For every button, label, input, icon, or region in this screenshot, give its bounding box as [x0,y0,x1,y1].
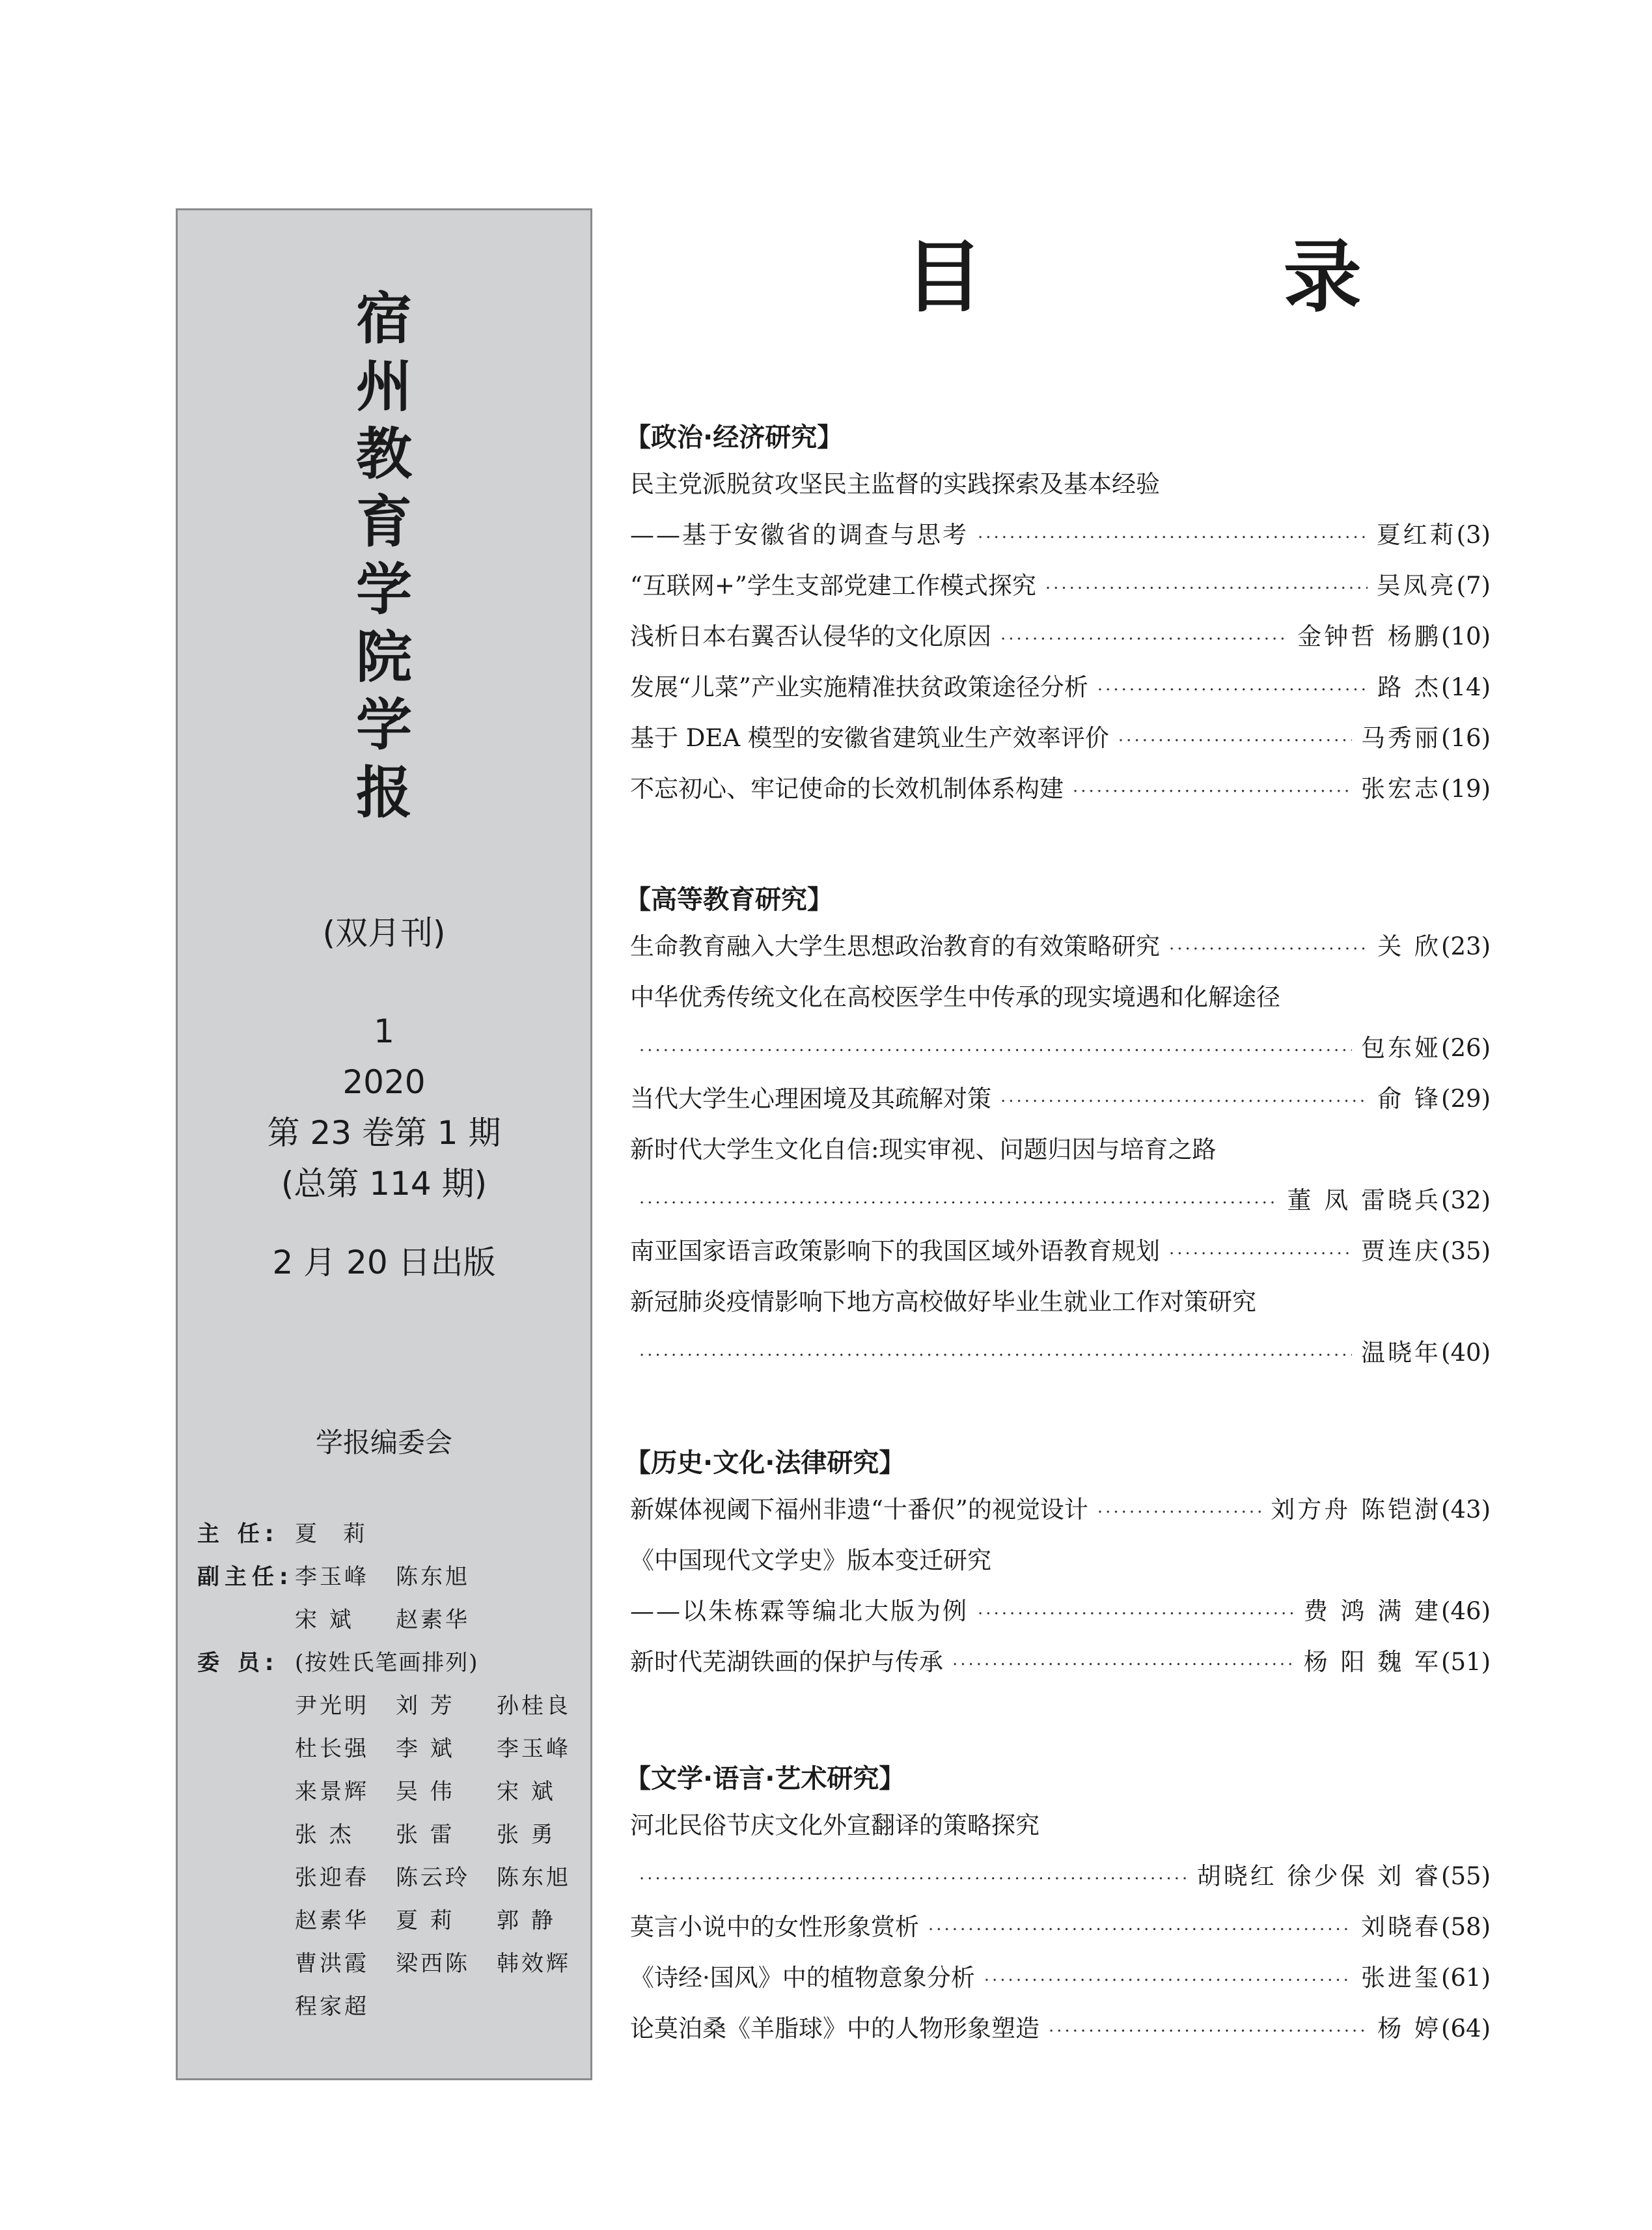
toc-entry-page: (10) [1441,622,1491,650]
board-member-name: 张迎春 [295,1865,369,1891]
board-member-name: 曹洪霞 [295,1951,369,1977]
board-member-name: 梁西陈 [396,1951,470,1977]
board-member-name: 李 斌 [396,1736,455,1762]
toc-entry-author: 费 鸿 满 建 [1303,1597,1442,1625]
publication-date: 2 月 20 日出版 [272,1244,496,1281]
members-row [295,1813,598,1856]
toc-entry-title: 南亚国家语言政策影响下的我国区域外语教育规划 [630,1237,1160,1265]
journal-info-panel [176,208,592,2080]
toc-entry [630,1333,1491,1373]
toc-entry-title: 浅析日本右翼否认侵华的文化原因 [630,622,991,650]
toc-entry-title: 基于 DEA 模型的安徽省建筑业生产效率评价 [630,724,1109,752]
toc-entry-page: (32) [1441,1186,1491,1214]
toc-entry-page: (64) [1441,2014,1491,2042]
toc-entry-title: 论莫泊桑《羊脂球》中的人物形象塑造 [630,2014,1039,2042]
toc-section-title: 【高等教育研究】 [625,885,833,915]
toc-entry [630,617,1491,656]
leader-dots [1049,2012,1368,2051]
journal-title-char: 学 [356,693,412,758]
leader-dots [639,1184,1278,1223]
toc-entry-page: (61) [1441,1964,1491,1992]
toc-entry-page: (3) [1456,521,1491,549]
toc-entry [630,668,1491,707]
toc-entry-title: ——基于安徽省的调查与思考 [630,521,969,549]
toc-entry [630,770,1491,809]
toc-entry-page: (16) [1441,724,1491,752]
editorial-board-title: 学报编委会 [315,1427,452,1458]
toc-entry [630,1029,1491,1068]
toc-entry [630,1958,1491,1998]
members-row [295,1985,396,2028]
board-member-name: 陈云玲 [396,1865,470,1891]
board-member-name: 李玉峰 [497,1736,571,1762]
leader-dots [1097,1493,1261,1532]
toc-entry-page: (46) [1441,1597,1491,1625]
toc-entry-page: (23) [1441,932,1491,960]
journal-title-char: 报 [356,760,412,826]
toc-entry-title: 民主党派脱贫攻坚民主监督的实践探索及基本经验 [630,470,1160,498]
toc-entry-title: 中华优秀传统文化在高校医学生中传承的现实境遇和化解途径 [630,983,1280,1011]
board-member-name: 赵素华 [295,1908,369,1934]
toc-entry [630,516,1491,555]
journal-title-char: 州 [356,354,412,419]
publication-frequency: (双月刊) [322,914,446,952]
toc-entry [630,1080,1491,1119]
journal-title-char: 宿 [356,286,412,352]
toc-entry-page: (14) [1441,673,1491,701]
board-deputies-row2 [295,1598,497,1641]
toc-entry-page: (19) [1441,775,1491,803]
members-row [295,1770,598,1813]
toc-section-title: 【历史·文化·法律研究】 [625,1448,905,1478]
board-member-name: 程家超 [295,1994,369,2020]
issue-info [178,1006,590,1209]
deputy-names [295,1555,497,1598]
toc-entry-author: 贾连庆 [1361,1237,1442,1265]
toc-entry-author: 包东娅 [1361,1034,1442,1062]
toc-entry [630,1857,1491,1896]
toc-entry-title: 不忘初心、牢记使命的长效机制体系构建 [630,775,1064,803]
toc-title: 目 录 [905,231,1498,323]
director-label: 主 任: [197,1521,279,1547]
board-member-name: 宋 斌 [497,1779,556,1805]
leader-dots [1118,721,1352,760]
issue-total: (总第 114 期) [281,1165,488,1203]
toc-entry-page: (51) [1441,1648,1491,1676]
board-member-name: 宋 斌 [295,1607,354,1633]
issue-year: 2020 [342,1063,426,1101]
toc-entry-author: 张进玺 [1361,1964,1442,1992]
board-member-name: 陈东旭 [396,1564,470,1590]
toc-entry-author: 关 欣 [1377,932,1442,960]
toc-entry [630,927,1491,966]
members-label: 委 员: [197,1650,279,1676]
journal-title-char: 院 [356,625,412,690]
toc-entry-author: 夏红莉 [1376,521,1457,549]
toc-entry-page: (29) [1441,1085,1491,1113]
toc-entry-author: 温晓年 [1361,1339,1442,1367]
board-member-name: 来景辉 [295,1779,369,1805]
board-member-name: 尹光明 [295,1693,369,1719]
board-member-name: 刘 芳 [396,1693,455,1719]
board-member-name: 张 雷 [396,1822,455,1848]
board-member-name: 夏 莉 [396,1908,455,1934]
journal-title [178,285,590,827]
leader-dots [1169,930,1368,969]
toc-entry-title: 当代大学生心理困境及其疏解对策 [630,1085,991,1113]
toc-entry-title: 生命教育融入大学生思想政治教育的有效策略研究 [630,932,1160,960]
toc-entry-author: 刘方舟 陈铠澍 [1271,1496,1442,1524]
toc-entry-author: 吴凤亮 [1376,572,1457,600]
members-row [295,1899,598,1942]
toc-entry-title: ——以朱栋霖等编北大版为例 [630,1597,969,1625]
board-member-name: 吴 伟 [396,1779,455,1805]
toc-section-title: 【政治·经济研究】 [625,423,844,453]
journal-title-char: 育 [356,490,412,555]
toc-entry-author: 金钟哲 杨鹏 [1297,622,1442,650]
toc-entry-page: (26) [1441,1034,1491,1062]
toc-entry-page: (7) [1456,572,1491,600]
journal-title-char: 学 [356,557,412,622]
issue-number: 1 [374,1012,394,1050]
toc-entry-author: 张宏志 [1361,775,1442,803]
members-row [295,1942,598,1985]
board-member-name: 张 杰 [295,1822,354,1848]
toc-entry [630,2009,1491,2048]
leader-dots [1000,620,1288,659]
toc-entry-title: 新时代大学生文化自信:现实审视、问题归因与培育之路 [630,1136,1217,1164]
toc-entry-page: (40) [1441,1339,1491,1367]
toc-entry-page: (43) [1441,1496,1491,1524]
board-member-name: 张 勇 [497,1822,556,1848]
members-note: (按姓氏笔画排列) [295,1650,479,1676]
toc-entry-title: 发展“儿菜”产业实施精准扶贫政策途径分析 [630,673,1088,701]
toc-entry-author: 董 凤 雷晓兵 [1287,1186,1442,1214]
issue-volume: 第 23 卷第 1 期 [267,1114,501,1152]
leader-dots [928,1910,1352,1949]
board-member-name: 李玉峰 [295,1564,369,1590]
board-member-name: 赵素华 [396,1607,470,1633]
board-director [197,1512,391,1555]
toc-entry-page: (35) [1441,1237,1491,1265]
toc-entry-author: 马秀丽 [1361,724,1442,752]
leader-dots [639,1031,1352,1070]
toc-entry-page: (55) [1441,1862,1491,1890]
leader-dots [1169,1234,1352,1274]
toc-entry-title: 《诗经·国风》中的植物意象分析 [630,1964,975,1992]
toc-entry-author: 俞 锋 [1377,1085,1442,1113]
toc-entry [630,1490,1491,1529]
toc-entry-author: 杨 阳 魏 军 [1303,1648,1442,1676]
deputy-label: 副主任: [197,1564,294,1590]
leader-dots [1000,1082,1368,1121]
toc-section-title: 【文学·语言·艺术研究】 [625,1764,905,1794]
toc-entry [630,1908,1491,1947]
toc-entry-title: 新媒体视阈下福州非遗“十番伬”的视觉设计 [630,1496,1088,1524]
board-member-name: 韩效辉 [497,1951,571,1977]
members-row [295,1684,598,1727]
leader-dots [639,1336,1352,1375]
toc-entry-page: (58) [1441,1913,1491,1941]
toc-entry [630,1232,1491,1271]
leader-dots [978,1595,1295,1634]
leader-dots [1045,569,1368,608]
members-row [295,1856,598,1899]
toc-entry-title: 莫言小说中的女性形象赏析 [630,1913,919,1941]
toc-entry-title: 新冠肺炎疫情影响下地方高校做好毕业生就业工作对策研究 [630,1288,1256,1316]
toc-entry-title: “互联网+”学生支部党建工作模式探究 [630,572,1036,600]
board-member-name: 孙桂良 [497,1693,571,1719]
director-name: 夏莉 [295,1521,391,1547]
toc-entry-title: 河北民俗节庆文化外宣翻译的策略探究 [630,1811,1039,1839]
leader-dots [1073,772,1352,811]
leader-dots [639,1860,1188,1899]
toc-entry [630,566,1491,606]
members-row [295,1727,598,1770]
board-members [197,1641,479,1684]
board-member-name: 陈东旭 [497,1865,571,1891]
toc-entry [630,719,1491,758]
toc-entry-title: 《中国现代文学史》版本变迁研究 [630,1546,991,1574]
toc-entry [630,1592,1491,1631]
leader-dots [984,1961,1352,2000]
leader-dots [978,518,1368,557]
toc-entry-author: 刘晓春 [1361,1913,1442,1941]
toc-entry-title: 新时代芜湖铁画的保护与传承 [630,1648,943,1676]
journal-title-char: 教 [356,422,412,487]
leader-dots [1097,671,1368,710]
board-deputies [197,1555,497,1598]
board-member-name: 郭 静 [497,1908,556,1934]
toc-entry-author: 路 杰 [1377,673,1442,701]
toc-entry-author: 胡晓红 徐少保 刘 睿 [1196,1862,1442,1890]
board-member-name: 杜长强 [295,1736,369,1762]
toc-entry [630,1181,1491,1220]
leader-dots [952,1645,1295,1684]
toc-entry-author: 杨 婷 [1377,2014,1442,2042]
toc-entry [630,1643,1491,1682]
